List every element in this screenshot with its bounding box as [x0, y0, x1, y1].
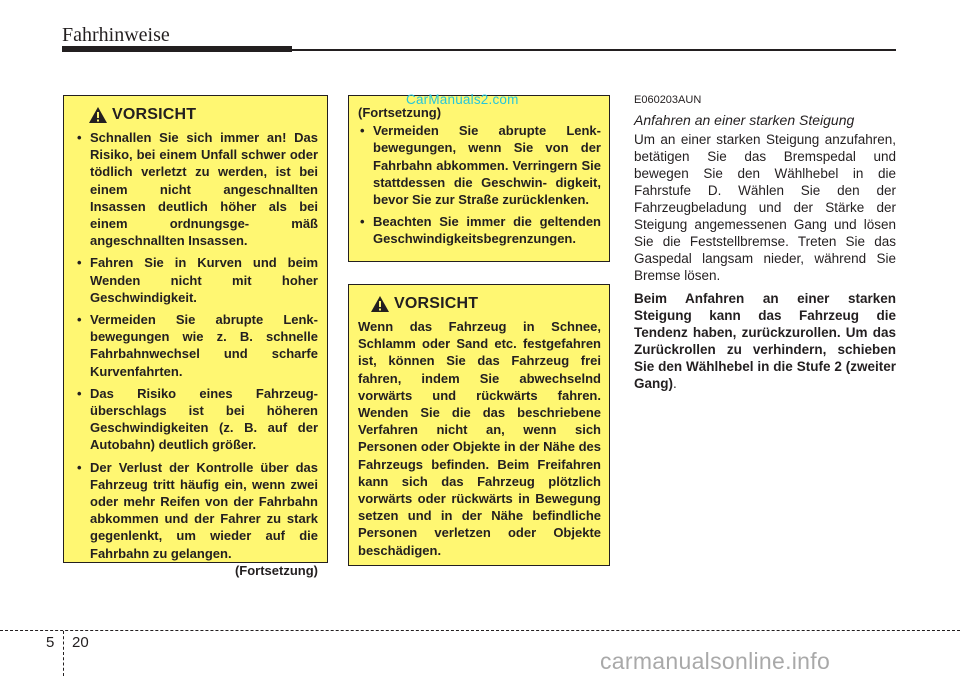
- bold-note-text: Beim Anfahren an einer starken Steigung kann das Fahrzeug die Tendenz haben, zurückzurollen. Um das Zurückrollen zu verhindern, schieben Sie den Wählhebel in die Stufe 2 (zweiter Gang): [634, 291, 896, 391]
- list-item: • Das Risiko eines Fahrzeug- überschlags ist bei höheren Geschwindigkeiten (z. B. auf der Autobahn) deutlich größer.: [75, 385, 318, 454]
- list-item: • Fahren Sie in Kurven und beim Wenden nicht mit hoher Geschwindigkeit.: [75, 254, 318, 306]
- section-title: Anfahren an einer starken Steigung: [634, 112, 855, 128]
- watermark-carmanuals2: CarManuals2.com: [406, 92, 519, 107]
- page-header-title: Fahrhinweise: [62, 24, 170, 46]
- section-code: E060203AUN: [634, 94, 702, 106]
- list-item: • Beachten Sie immer die geltenden Geschwindigkeitsbegrenzungen.: [358, 213, 601, 247]
- list-item: • Vermeiden Sie abrupte Lenk- bewegungen, wenn Sie von der Fahrbahn abkommen. Verringern Sie stattdessen die Geschwin- digkeit, bevor Sie zur Straße zurücklenken.: [358, 122, 601, 208]
- section-bold-note: [634, 290, 896, 392]
- caution-box-continued: [348, 95, 610, 262]
- page-number: 20: [72, 634, 89, 651]
- bold-note-end: .: [673, 376, 677, 391]
- caution-list: [75, 129, 318, 562]
- footer-divider: [0, 630, 960, 631]
- caution-label: VORSICHT: [394, 295, 479, 313]
- caution-list: [358, 122, 601, 247]
- footer-vertical-divider: [63, 631, 64, 676]
- caution-heading: [88, 106, 318, 124]
- header-rule-thin: [292, 49, 896, 51]
- continued-header: (Fortsetzung): [358, 105, 442, 120]
- list-item: • Der Verlust der Kontrolle über das Fahrzeug tritt häufig ein, wenn zwei oder mehr Reifen von der Fahrbahn abkommen und der Fahrer zu stark gegenlenkt, um wieder auf die Fahrbahn zu gelangen.: [75, 459, 318, 562]
- list-item: • Schnallen Sie sich immer an! Das Risiko, bei einem Unfall schwer oder tödlich verletzt zu werden, ist bei einem nicht angeschnallten Insassen deutlich höher als bei einem ordnungsge- mäß angeschnallten Insassen.: [75, 129, 318, 249]
- caution-box-stuck-vehicle: [348, 284, 610, 566]
- caution-box-seatbelt: [63, 95, 328, 578]
- chapter-number: 5: [46, 634, 55, 651]
- list-item: • Vermeiden Sie abrupte Lenk- bewegungen wie z. B. schnelle Fahrbahnwechsel und scharfe Kurvenfahrten.: [75, 311, 318, 380]
- section-hill-start: [634, 92, 896, 392]
- footer-watermark: carmanualsonline.info: [600, 648, 831, 674]
- caution-heading: [370, 295, 601, 313]
- caution-text: Wenn das Fahrzeug in Schnee, Schlamm oder Sand etc. festgefahren ist, können Sie das Fahrzeug frei fahren, indem Sie abwechselnd vorwärts und rückwärts fahren. Wenden Sie die das beschriebene Verfahren nicht an, wenn sich Personen oder Objekte in der Nähe des Fahrzeugs befinden. Beim Freifahren kann sich das Fahrzeug plötzlich vorwärts oder rückwärts in Bewegung setzen und in der Nähe befindliche Personen verletzen oder Objekte beschädigen.: [358, 319, 601, 558]
- section-body: Um an einer starken Steigung anzufahren, betätigen Sie das Bremspedal und bewegen Sie den Wählhebel in die Fahrstufe D. Wählen Sie den der Fahrzeugbeladung und der Stärke der Steigung angemessenen Gang und lösen Sie die Feststellbremse. Treten Sie das Gaspedal langsam nieder, während Sie Bremse lösen.: [634, 132, 896, 283]
- caution-label: VORSICHT: [112, 106, 197, 124]
- warning-triangle-icon: [370, 295, 390, 313]
- continued-note: (Fortsetzung): [234, 562, 318, 578]
- header-rule-thick: [62, 46, 292, 52]
- warning-triangle-icon: [88, 106, 108, 124]
